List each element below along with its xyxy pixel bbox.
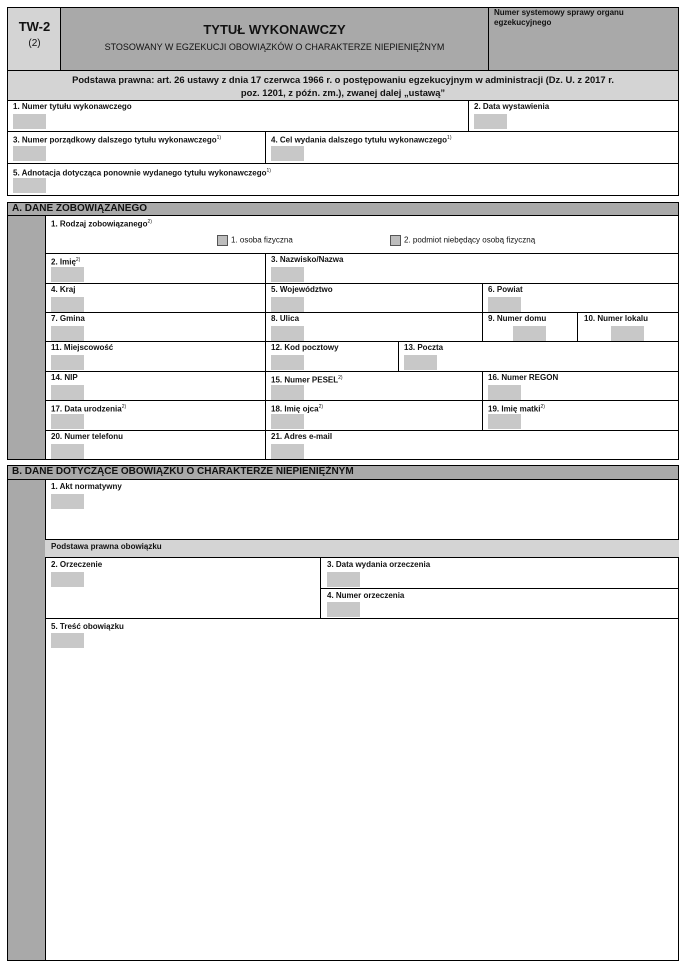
a-imie-ojca-sup: 2) [318,404,324,410]
a-kraj-label: 4. Kraj [51,285,76,294]
a-miejscowosc-input[interactable] [51,355,84,370]
a-nr-domu-label: 9. Numer domu [488,314,547,323]
field-4-sup: 1) [447,135,452,141]
section-b-sidebar [7,479,46,961]
a-nr-lokalu-input[interactable] [611,326,644,341]
a-powiat-input[interactable] [488,297,521,312]
field-4-input[interactable] [271,146,304,161]
a-email-input[interactable] [271,444,304,459]
a-nip-input[interactable] [51,385,84,400]
a-powiat-label: 6. Powiat [488,285,523,294]
b-podstawa-label: Podstawa prawna obowiązku [51,542,162,551]
a-option-2-label: 2. podmiot niebędący osobą fizyczną [404,235,536,245]
a-pesel-input[interactable] [271,385,304,400]
form-code: TW-2 [18,19,51,34]
section-a-title: A. DANE ZOBOWIĄZANEGO [12,203,147,214]
field-3-input[interactable] [13,146,46,161]
a-imie-label: 2. Imię [51,257,76,267]
section-b-title: B. DANE DOTYCZĄCE OBOWIĄZKU O CHARAKTERZE NIEPIENIĘŻNYM [12,466,354,477]
a-regon-input[interactable] [488,385,521,400]
a-telefon-input[interactable] [51,444,84,459]
a-nr-domu-input[interactable] [513,326,546,341]
a-option-2[interactable] [390,235,535,246]
a-data-ur-sup: 2) [121,404,127,410]
a-gmina-label: 7. Gmina [51,314,85,323]
section-a-body [45,215,679,460]
field-5-sup: 1) [266,168,271,174]
form-title: TYTUŁ WYKONAWCZY [203,22,346,37]
a-ulica-input[interactable] [271,326,304,341]
a-imie-ojca-label: 18. Imię ojca [271,404,319,414]
legal-basis-line1: Podstawa prawna: art. 26 ustawy z dnia 17 czerwca 1966 r. o postępowaniu egzekucyjnym w administracji (Dz. U. z 2017 r. [72,74,614,85]
checkbox-podmiot[interactable] [390,235,401,246]
a-imie-matki-sup: 2) [540,404,545,410]
a-regon-label: 16. Numer REGON [488,373,559,382]
a-poczta-input[interactable] [404,355,437,370]
b-numer-orzeczenia-input[interactable] [327,602,360,617]
a-wojewodztwo-label: 5. Województwo [271,285,333,294]
b-orzeczenie-input[interactable] [51,572,84,587]
a-miejscowosc-label: 11. Miejscowość [51,343,114,352]
a-imie-input[interactable] [51,267,84,282]
a-nazwisko-input[interactable] [271,267,304,282]
field-5-label-wrap [13,166,271,179]
form-subtitle: STOSOWANY W EGZEKUCJI OBOWIĄZKÓW O CHARAKTERZE NIEPIENIĘŻNYM [104,42,445,52]
field-2-label: 2. Data wystawienia [474,102,550,111]
a-data-ur-input[interactable] [51,414,84,429]
a-kod-label: 12. Kod pocztowy [271,343,339,352]
a-imie-matki-input[interactable] [488,414,521,429]
a-email-label: 21. Adres e-mail [271,432,333,441]
a-type-label-wrap [51,217,152,230]
a-option-1-label: 1. osoba fizyczna [231,235,293,245]
a-imie-matki-label: 19. Imię matki [488,404,541,414]
b-data-orzeczenia-label: 3. Data wydania orzeczenia [327,560,431,569]
field-5-label: 5. Adnotacja dotycząca ponownie wydanego tytułu wykonawczego [13,168,267,178]
a-pesel-label-wrap [271,373,343,386]
a-option-1[interactable] [217,235,293,246]
a-pesel-label: 15. Numer PESEL [271,375,339,385]
b-tresc-input[interactable] [51,633,84,648]
b-akt-label: 1. Akt normatywny [51,482,122,491]
a-ulica-label: 8. Ulica [271,314,300,323]
a-kod-input[interactable] [271,355,304,370]
a-data-ur-label-wrap [51,402,126,415]
checkbox-osoba-fizyczna[interactable] [217,235,228,246]
field-4-label-wrap [271,133,452,146]
legal-basis-line2: poz. 1201, z późn. zm.), zwanej dalej „ustawą” [240,87,446,98]
field-5-input[interactable] [13,178,46,193]
section-a-sidebar [7,215,46,460]
b-orzeczenie-label: 2. Orzeczenie [51,560,103,569]
field-1-input[interactable] [13,114,46,129]
b-data-orzeczenia-input[interactable] [327,572,360,587]
a-poczta-label: 13. Poczta [404,343,444,352]
b-akt-input[interactable] [51,494,84,509]
a-gmina-input[interactable] [51,326,84,341]
a-kraj-input[interactable] [51,297,84,312]
a-nr-lokalu-label: 10. Numer lokalu [584,314,649,323]
field-3-label-wrap [13,133,221,146]
a-imie-ojca-label-wrap [271,402,323,415]
field-1-label: 1. Numer tytułu wykonawczego [13,102,132,111]
a-type-label: 1. Rodzaj zobowiązanego [51,219,148,229]
a-pesel-sup: 2) [338,375,343,381]
a-telefon-label: 20. Numer telefonu [51,432,124,441]
form-version: (2) [28,38,41,49]
system-number-label: Numer systemowy sprawy organu egzekucyjnego [494,8,624,27]
field-2-input[interactable] [474,114,507,129]
a-data-ur-label: 17. Data urodzenia [51,404,122,414]
a-imie-ojca-input[interactable] [271,414,304,429]
b-tresc-label: 5. Treść obowiązku [51,622,124,631]
a-wojewodztwo-input[interactable] [271,297,304,312]
field-4-label: 4. Cel wydania dalszego tytułu wykonawczego [271,135,448,145]
a-imie-label-wrap [51,255,80,268]
a-type-sup: 2) [147,219,152,225]
top-fields [7,100,679,196]
a-nip-label: 14. NIP [51,373,78,382]
a-imie-sup: 2) [75,257,81,263]
field-3-label: 3. Numer porządkowy dalszego tytułu wykonawczego [13,135,217,145]
a-nazwisko-label: 3. Nazwisko/Nazwa [271,255,344,264]
a-imie-matki-label-wrap [488,402,545,415]
field-3-sup: 1) [216,135,222,141]
b-numer-orzeczenia-label: 4. Numer orzeczenia [327,591,405,600]
